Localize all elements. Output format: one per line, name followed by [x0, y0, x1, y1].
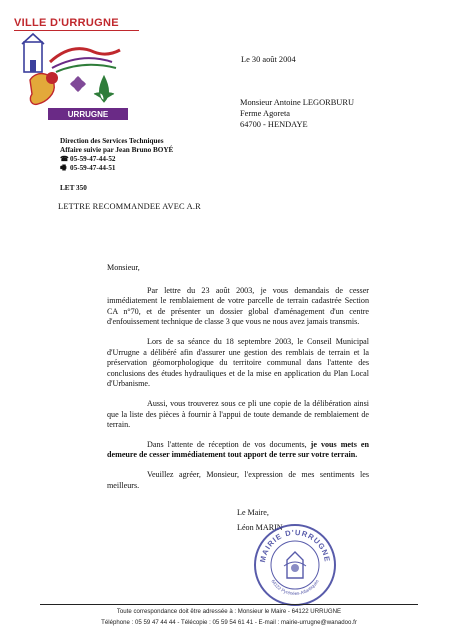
recipient-name: Monsieur Antoine LEGORBURU: [240, 98, 354, 107]
mountain-green-stroke: [56, 65, 116, 72]
recipient-street: Ferme Agoreta: [240, 109, 290, 118]
department-block: [60, 137, 173, 173]
footer-address: Toute correspondance doit être adressée à : Monsieur le Maire - 64122 URRUGNE: [116, 608, 342, 615]
department-name: Direction des Services Techniques: [60, 137, 164, 145]
stamp-text: MAIRIE D'URRUGNE: [258, 527, 332, 564]
basque-cross: [70, 76, 86, 92]
closing-formula: Veuillez agréer, Monsieur, l'expression de mes sentiments les meilleurs.: [107, 469, 369, 490]
footer-contacts: Téléphone : 05 59 47 44 44 - Télécopie : 05 59 54 61 41 - E-mail : mairie-urrugne@wanadoo.fr: [101, 619, 357, 626]
telephone-icon: ☎: [60, 155, 69, 163]
signatory-name: Léon MARIN: [237, 523, 283, 532]
church-door: [30, 60, 36, 72]
town-crest-logo: [12, 32, 130, 124]
footer-rule: [40, 604, 418, 605]
mountain-red-stroke: [50, 49, 120, 62]
letter-reference: LET 350: [60, 184, 87, 192]
formal-notice-text: je vous mets en demeure de cesser immédiatement tout apport de terre sur votre terrain.: [107, 439, 369, 460]
followed-by: Affaire suivie par Jean Bruno BOYÉ: [60, 146, 174, 154]
logo-banner-text: URRUGNE: [67, 110, 109, 119]
letterhead-title: VILLE D'URRUGNE: [14, 17, 119, 29]
signatory-role: Le Maire,: [237, 508, 269, 517]
phone-row: [60, 155, 173, 164]
recipient-city: 64700 - HENDAYE: [240, 120, 308, 129]
fax-row: [60, 164, 173, 173]
letter-body: [107, 263, 369, 500]
paragraph-2: Lors de sa séance du 18 septembre 2003, le Conseil Municipal d'Urrugne a délibéré afin d'assurer une gestion des remblais de terrain et la préservation géomorphologique du territoire communal dans l'attente des conclusions des études hydrauliques et de la mise en application du Plan Local d'Urbanisme.: [107, 336, 369, 389]
paragraph-3: Aussi, vous trouverez sous ce pli une copie de la délibération ainsi que la liste des pièces à fournir à l'appui de toute demande de remblaiement de terrain.: [107, 398, 369, 430]
phone-number: 05-59-47-44-52: [70, 155, 116, 163]
paragraph-1: Par lettre du 23 août 2003, je vous demandais de cesser immédiatement le remblaiement de votre parcelle de terrain cadastrée Section CA n°70, et de présenter un dossier global d'aménagement d'un centre d'enfouissement technique de classe 3 que vous ne nous avez jamais transmis.: [107, 285, 369, 327]
paragraph-4-text: Dans l'attente de réception de vos documents,: [147, 439, 311, 449]
fleur-de-lis: [94, 76, 114, 102]
lion-head: [46, 72, 58, 84]
paragraph-4: [107, 440, 369, 461]
salutation: Monsieur,: [107, 263, 140, 272]
stamp-subtext: 64122 Pyrénées-Atlantiques: [270, 578, 320, 597]
recipient-address: [240, 97, 354, 130]
fax-icon: 🖷: [60, 164, 67, 172]
fax-number: 05-59-47-44-51: [70, 164, 116, 172]
sent-by-line: LETTRE RECOMMANDEE AVEC A.R: [58, 202, 201, 211]
town-hall-stamp: [252, 522, 338, 608]
letter-date: Le 30 août 2004: [241, 55, 296, 64]
title-rule: [14, 30, 139, 31]
